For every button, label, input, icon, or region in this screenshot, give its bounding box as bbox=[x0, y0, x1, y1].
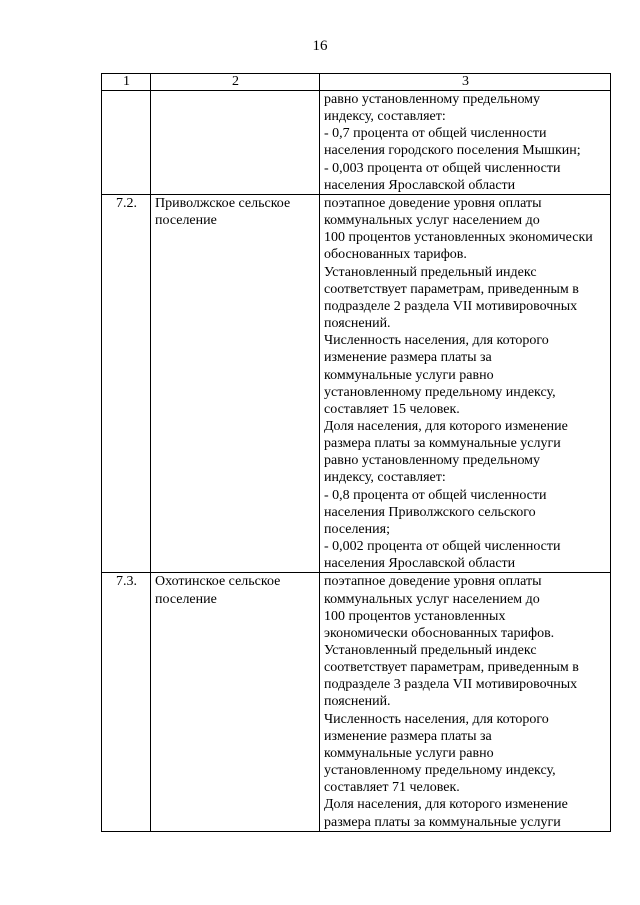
description-line: подразделе 2 раздела VII мотивировочных bbox=[324, 298, 578, 314]
description-line: Установленный предельный индекс bbox=[324, 643, 537, 658]
description-line: Численность населения, для которого bbox=[324, 333, 549, 349]
description-line: - 0,002 процента от общей численности bbox=[324, 539, 561, 555]
description-cell bbox=[320, 573, 611, 831]
description-line: - 0,8 процента от общей численности bbox=[324, 487, 547, 503]
description-cell bbox=[320, 91, 611, 195]
description-line: экономически обоснованных тарифов. bbox=[324, 625, 555, 641]
description-line: пояснений. bbox=[324, 316, 391, 332]
description-line: Численность населения, для которого bbox=[324, 711, 549, 727]
description-line: коммунальных услуг населением до bbox=[324, 591, 540, 607]
description-line: установленному предельному индексу, bbox=[324, 384, 556, 400]
settlement-name-line: Охотинское сельское bbox=[155, 574, 281, 590]
description-line: поэтапное доведение уровня оплаты bbox=[324, 574, 542, 590]
description-line: равно установленному предельному bbox=[324, 453, 541, 469]
description-line: - 0,7 процента от общей численности bbox=[324, 126, 547, 142]
description-line: Доля населения, для которого изменение bbox=[324, 797, 568, 813]
settlement-name-cell bbox=[151, 573, 320, 831]
description-line: Установленный предельный индекс bbox=[324, 264, 537, 280]
table-row bbox=[102, 573, 611, 831]
description-line: Доля населения, для которого изменение bbox=[324, 418, 568, 434]
description-line: 100 процентов установленных экономически bbox=[324, 230, 593, 246]
description-line: соответствует параметрам, приведенным в bbox=[324, 281, 579, 297]
column-header-3: 3 bbox=[320, 74, 611, 91]
description-line: составляет 71 человек. bbox=[324, 780, 460, 796]
description-line: поэтапное доведение уровня оплаты bbox=[324, 195, 542, 211]
description-line: населения Ярославской области bbox=[324, 177, 516, 193]
table-row bbox=[102, 91, 611, 195]
page-number: 16 bbox=[312, 38, 328, 54]
column-header-1: 1 bbox=[102, 74, 151, 91]
description-line: размера платы за коммунальные услуги bbox=[324, 814, 561, 830]
column-header-2: 2 bbox=[151, 74, 320, 91]
row-number-cell bbox=[102, 91, 151, 195]
description-line: равно установленному предельному bbox=[324, 92, 541, 107]
description-line: пояснений. bbox=[324, 694, 391, 710]
description-line: размера платы за коммунальные услуги bbox=[324, 436, 561, 452]
description-line: населения Ярославской области bbox=[324, 556, 516, 572]
table-header-row bbox=[102, 74, 611, 91]
settlement-name-cell bbox=[151, 194, 320, 572]
settlement-name-line: поселение bbox=[155, 213, 217, 229]
settlement-name-line: Приволжское сельское bbox=[155, 195, 291, 211]
table-row bbox=[102, 194, 611, 572]
description-line: 100 процентов установленных bbox=[324, 608, 506, 624]
row-number-cell: 7.2. bbox=[102, 194, 151, 572]
settlement-name-line: поселение bbox=[155, 591, 217, 607]
description-line: соответствует параметрам, приведенным в bbox=[324, 660, 579, 676]
description-line: составляет 15 человек. bbox=[324, 401, 460, 417]
description-line: индексу, составляет: bbox=[324, 109, 446, 125]
description-line: изменение размера платы за bbox=[324, 728, 492, 744]
description-line: населения городского поселения Мышкин; bbox=[324, 143, 581, 159]
description-line: обоснованных тарифов. bbox=[324, 247, 467, 263]
document-table bbox=[101, 73, 611, 832]
description-line: подразделе 3 раздела VII мотивировочных bbox=[324, 677, 578, 693]
description-line: коммунальных услуг населением до bbox=[324, 213, 540, 229]
description-line: коммунальные услуги равно bbox=[324, 367, 494, 383]
description-line: коммунальные услуги равно bbox=[324, 745, 494, 761]
description-cell bbox=[320, 194, 611, 572]
description-line: изменение размера платы за bbox=[324, 350, 492, 366]
description-line: индексу, составляет: bbox=[324, 470, 446, 486]
description-line: - 0,003 процента от общей численности bbox=[324, 160, 561, 176]
description-line: поселения; bbox=[324, 521, 390, 537]
row-number-cell: 7.3. bbox=[102, 573, 151, 831]
settlement-name-cell bbox=[151, 91, 320, 195]
description-line: населения Приволжского сельского bbox=[324, 504, 536, 520]
description-line: установленному предельному индексу, bbox=[324, 763, 556, 779]
